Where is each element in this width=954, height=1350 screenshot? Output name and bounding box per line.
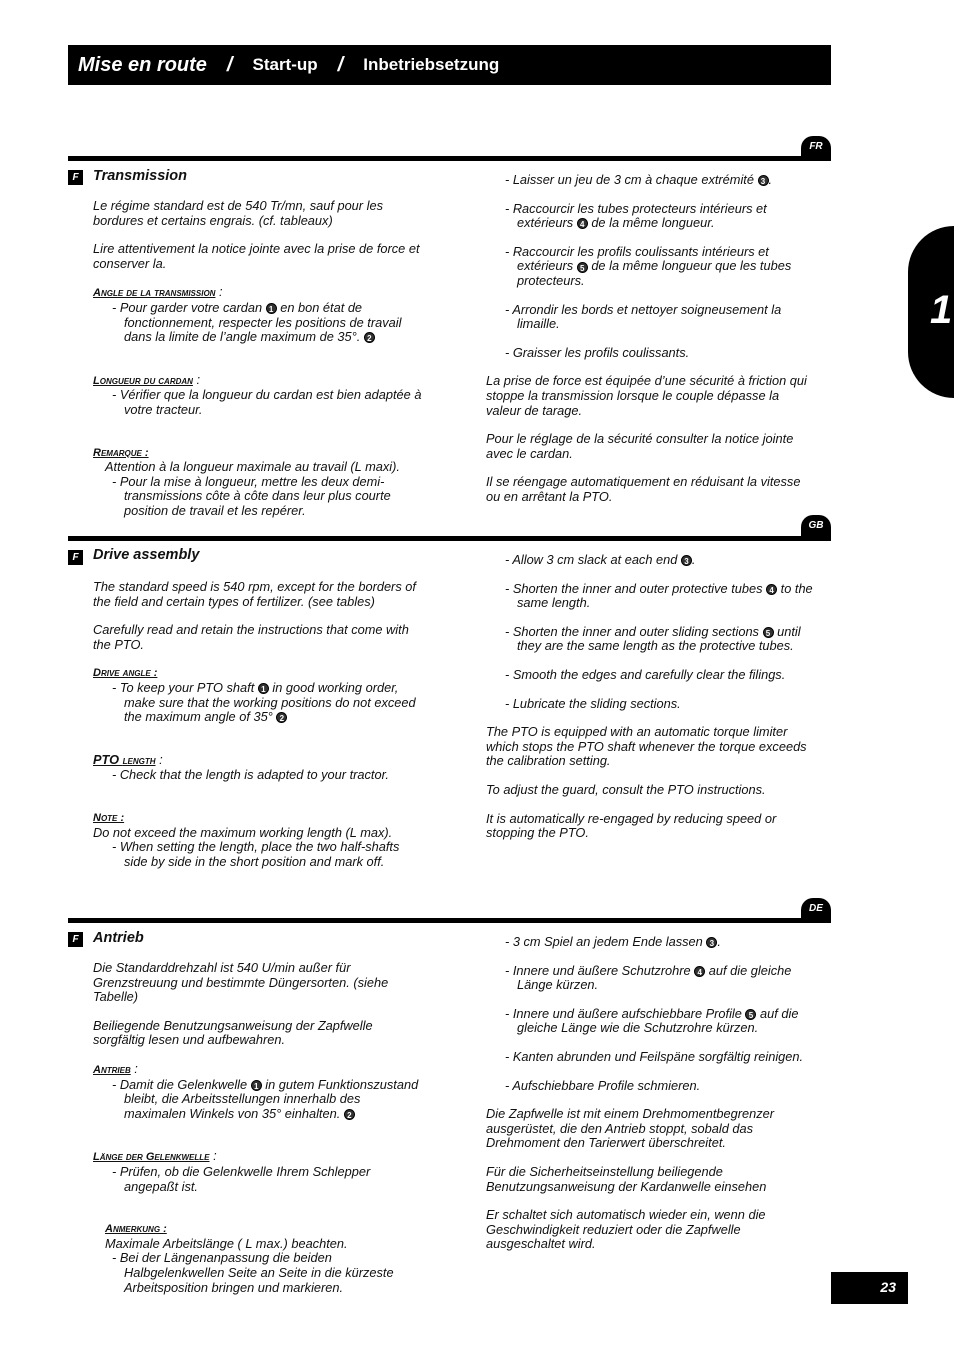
callout-4-icon: 4 — [766, 584, 777, 595]
lang-badge-gb: GB — [801, 515, 831, 537]
chapter-tab — [908, 226, 954, 398]
callout-5-icon: 5 — [763, 627, 774, 638]
gb-list-item: - Smooth the edges and carefully clear the filings. — [505, 666, 786, 682]
fr-angle-heading: Angle de la transmission — [93, 287, 216, 300]
gb-length-heading-b: length — [122, 754, 156, 767]
callout-1-icon: 1 — [266, 303, 277, 314]
title-gb: Start-up — [252, 55, 318, 74]
title-separator: / — [226, 53, 233, 76]
title-de: Inbetriebsetzung — [363, 55, 500, 74]
fr-remark-heading: Remarque : — [93, 446, 149, 459]
gb-note-text: Do not exceed the maximum working length (L max). — [93, 824, 393, 840]
fr-list-item: - Graisser les profils coulissants. — [505, 344, 690, 360]
title-fr: Mise en route — [78, 53, 207, 76]
fr-paragraph: Il se réengage automatiquement en réduisant la vitesse ou en arrêtant la PTO. — [486, 474, 801, 504]
callout-1-icon: 1 — [251, 1080, 262, 1091]
de-paragraph: Die Zapfwelle ist mit einem Drehmomentbegrenzer ausgerüstet, die den Antrieb stoppt, sobald das Drehmoment den Tarierwert überschreitet. — [486, 1106, 775, 1151]
f-box-icon: F — [68, 550, 83, 565]
de-list-item: - Kanten abrunden und Feilspäne sorgfältig reinigen. — [505, 1048, 804, 1064]
fr-left-column: Le régime standard est de 540 Tr/mn, sauf pour les bordures et certains engrais. (cf. tableaux) Lire attentivement la notice jointe avec la prise de force et conserver la. Angle de la transmission : - Pour garder votre cardan 1 en bon état de fonctionnement, respecter les positions de travail dans la limite de l’angle maximum de 35°. 2 Longueur du cardan : - Vérifier que la longueur du cardan est bien adaptée à votre tracteur. Remarque : Attention à la longueur maximale au travail (L maxi). - Pour la mise à longueur, mettre les deux demi-transmissions côte à côte dans leur plus courte position de travail et les repérer. — [93, 198, 422, 518]
gb-list-item: - Allow 3 cm slack at each end 3 . — [505, 552, 696, 567]
de-list-item: - 3 cm Spiel an jedem Ende lassen 3 . — [505, 934, 721, 949]
page-number: 23 — [831, 1272, 908, 1304]
section-title-gb: Drive assembly — [93, 547, 200, 563]
section-title-fr: Transmission — [93, 168, 188, 184]
fr-list-item: - Laisser un jeu de 3 cm à chaque extrémité 3 . — [505, 172, 773, 187]
callout-5-icon: 5 — [745, 1009, 756, 1020]
de-paragraph: Beiliegende Benutzungsanweisung der Zapfwelle sorgfältig lesen und aufbewahren. — [93, 1017, 373, 1048]
lang-badge-fr: FR — [801, 136, 831, 158]
gb-right-column — [486, 553, 816, 855]
gb-list-item: - To keep your PTO shaft 1 in good working order, make sure that the working positions do not exceed the maximum angle of 35° 2 — [112, 679, 416, 725]
lang-badge-de: DE — [801, 898, 831, 920]
de-list-item: - Damit die Gelenkwelle 1 in gutem Funktionszustand bleibt, die Arbeitsstellungen innerhalb des maximalen Winkels von 35° einhalten. 2 — [112, 1076, 419, 1121]
fr-right-column — [486, 173, 816, 519]
gb-paragraph: It is automatically re-engaged by reducing speed or stopping the PTO. — [486, 810, 777, 841]
fr-list-item: - Raccourcir les tubes protecteurs intérieurs et extérieurs 4 de la même longueur. — [505, 200, 767, 231]
fr-paragraph: La prise de force est équipée d’une sécurité à friction qui stoppe la transmission lorsque le couple dépasse la valeur de tarage. — [486, 373, 807, 418]
fr-list-item: - Pour garder votre cardan 1 en bon état de fonctionnement, respecter les positions de travail dans la limite de l’angle maximum de 35°. 2 — [112, 299, 402, 345]
de-note-heading: Anmerkung : — [105, 1223, 167, 1236]
fr-list-item: - Arrondir les bords et nettoyer soigneusement la limaille. — [505, 301, 782, 332]
fr-list-item: - Raccourcir les profils coulissants intérieurs et extérieurs 5 de la même longueur que les tubes protecteurs. — [505, 243, 792, 288]
gb-paragraph: The PTO is equipped with an automatic torque limiter which stops the PTO shaft whenever the torque exceeds the calibration setting. — [486, 724, 807, 769]
fr-list-item: - Vérifier que la longueur du cardan est bien adaptée à votre tracteur. — [112, 387, 422, 417]
de-paragraph: Für die Sicherheitseinstellung beiliegende Benutzungsanweisung der Kardanwelle einsehen — [486, 1163, 767, 1194]
gb-paragraph: Carefully read and retain the instructions that come with the PTO. — [93, 622, 409, 652]
gb-paragraph: To adjust the guard, consult the PTO instructions. — [486, 781, 766, 797]
gb-list-item: - Check that the length is adapted to your tractor. — [112, 767, 389, 783]
callout-3-icon: 3 — [758, 175, 769, 186]
fr-paragraph: Le régime standard est de 540 Tr/mn, sauf pour les bordures et certains engrais. (cf. tableaux) — [93, 198, 383, 228]
f-box-icon: F — [68, 170, 83, 185]
section-rule-de — [68, 918, 831, 923]
de-paragraph: Die Standarddrehzahl ist 540 U/min außer für Grenzstreuung und bestimmte Düngersorten. (siehe Tabelle) — [93, 960, 389, 1005]
callout-1-icon: 1 — [258, 683, 269, 694]
title-separator: / — [337, 53, 344, 76]
de-left-column: Die Standarddrehzahl ist 540 U/min außer für Grenzstreuung und bestimmte Düngersorten. (siehe Tabelle) Beiliegende Benutzungsanweisung der Zapfwelle sorgfältig lesen und aufbewahren. Antrieb : - Damit die Gelenkwelle 1 in gutem Funktionszustand bleibt, die Arbeitsstellungen innerhalb des maximalen Winkels von 35° einhalten. 2 Länge der Gelenkwelle : - Prüfen, ob die Gelenkwelle Ihrem Schlepper angepaßt ist. Anmerkung : Maximale Arbeitslänge ( L max.) beachten. - Bei der Längenanpassung die beiden Halbgelenkwellen Seite an Seite in die kürzeste Arbeitsposition bringen und markieren. — [93, 961, 423, 1309]
callout-4-icon: 4 — [577, 218, 588, 229]
de-paragraph: Er schaltet sich automatisch wieder ein, wenn die Geschwindigkeit reduziert oder die Zapfwelle ausgeschaltet wird. — [486, 1207, 766, 1252]
gb-length-heading-a: PTO — [93, 751, 123, 767]
callout-2-icon: 2 — [364, 332, 375, 343]
section-rule-fr — [68, 156, 831, 161]
fr-length-heading: Longueur du cardan — [93, 374, 193, 387]
gb-paragraph: The standard speed is 540 rpm, except for the borders of the field and certain types of fertilizer. (see tables) — [93, 579, 416, 609]
gb-list-item: - Shorten the inner and outer sliding sections 5 until they are the same length as the protective tubes. — [505, 623, 801, 654]
de-list-item: - Bei der Längenanpassung die beiden Halbgelenkwellen Seite an Seite in die kürzeste Arbeitsposition bringen und markieren. — [112, 1250, 394, 1295]
callout-2-icon: 2 — [344, 1109, 355, 1120]
fr-paragraph: Pour le réglage de la sécurité consulter la notice jointe avec le cardan. — [486, 431, 794, 461]
gb-list-item: - When setting the length, place the two half-shafts side by side in the short position and mark off. — [112, 839, 400, 869]
fr-remark-text: Attention à la longueur maximale au travail (L maxi). — [105, 459, 400, 475]
de-angle-heading: Antrieb — [93, 1063, 131, 1076]
section-rule-gb — [68, 536, 831, 541]
de-length-heading: Länge der Gelenkwelle — [93, 1151, 210, 1164]
page-header — [68, 45, 831, 85]
gb-note-heading: Note : — [93, 811, 125, 824]
callout-2-icon: 2 — [276, 712, 287, 723]
gb-list-item: - Shorten the inner and outer protective tubes 4 to the same length. — [505, 580, 813, 611]
f-box-icon: F — [68, 932, 83, 947]
de-list-item: - Innere und äußere Schutzrohre 4 auf die gleiche Länge kürzen. — [505, 962, 792, 993]
callout-4-icon: 4 — [694, 966, 705, 977]
de-list-item: - Innere und äußere aufschiebbare Profile 5 auf die gleiche Länge wie die Schutzrohre kürzen. — [505, 1005, 799, 1036]
callout-3-icon: 3 — [706, 937, 717, 948]
fr-paragraph: Lire attentivement la notice jointe avec la prise de force et conserver la. — [93, 241, 420, 271]
chapter-number: 1 — [930, 288, 953, 332]
de-list-item: - Prüfen, ob die Gelenkwelle Ihrem Schlepper angepaßt ist. — [112, 1163, 371, 1194]
gb-left-column: The standard speed is 540 rpm, except for the borders of the field and certain types of fertilizer. (see tables) Carefully read and retain the instructions that come with the PTO. Drive angle : - To keep your PTO shaft 1 in good working order, make sure that the working positions do not exceed the maximum angle of 35° 2 PTO length : - Check that the length is adapted to your tractor. Note : Do not exceed the maximum working length (L max). - When setting the length, place the two half-shafts side by side in the short position and mark off. — [93, 580, 423, 883]
fr-list-item: - Pour la mise à longueur, mettre les deux demi-transmissions côte à côte dans leur plus courte position de travail et les repérer. — [112, 473, 391, 518]
callout-5-icon: 5 — [577, 262, 588, 273]
section-title-de: Antrieb — [93, 930, 144, 946]
de-right-column — [486, 935, 816, 1266]
gb-list-item: - Lubricate the sliding sections. — [505, 695, 681, 711]
de-list-item: - Aufschiebbare Profile schmieren. — [505, 1077, 701, 1093]
de-note-text: Maximale Arbeitslänge ( L max.) beachten. — [105, 1235, 348, 1251]
gb-angle-heading: Drive angle : — [93, 667, 158, 680]
callout-3-icon: 3 — [681, 555, 692, 566]
